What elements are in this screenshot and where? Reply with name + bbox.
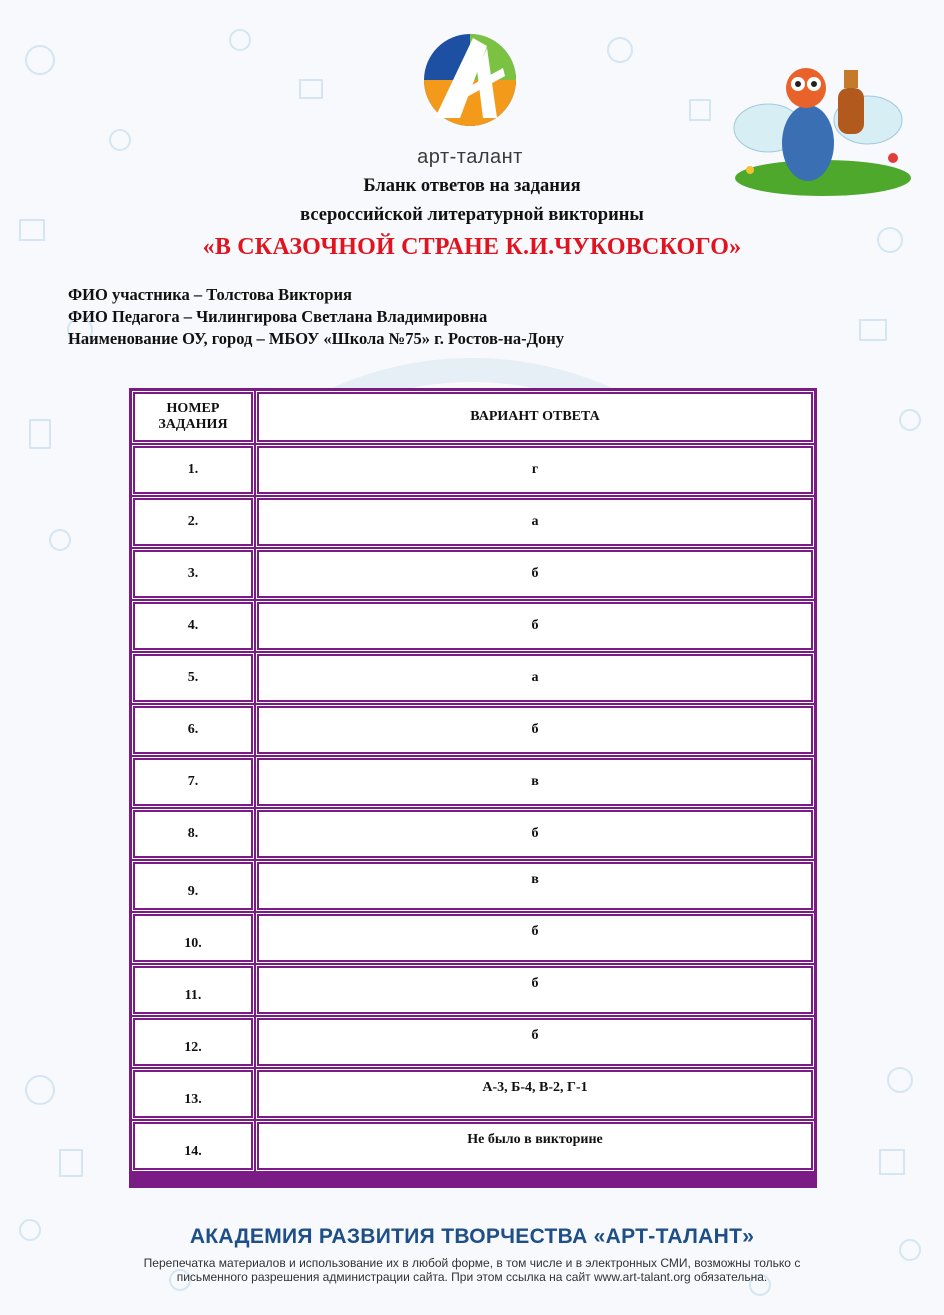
- header-task-number: [133, 392, 253, 442]
- logo-text: арт-талант: [417, 146, 523, 168]
- school-name: Наименование ОУ, город – МБОУ «Школа №75» г. Ростов-на-Дону: [68, 329, 564, 348]
- table-row: [133, 498, 813, 546]
- footer-note-line1: Перепечатка материалов и использование их в любой форме, в том числе и в электронных СМИ, возможны только с: [143, 1256, 801, 1270]
- table-row: [133, 1018, 813, 1066]
- answer-cell: г: [257, 446, 813, 494]
- table-row: [133, 758, 813, 806]
- task-number-cell: 8.: [133, 810, 253, 858]
- answer-cell: а: [257, 654, 813, 702]
- task-number-cell: 12.: [133, 1018, 253, 1066]
- table-row: [133, 966, 813, 1014]
- task-number-cell: 2.: [133, 498, 253, 546]
- table-row: [133, 706, 813, 754]
- answer-cell: б: [257, 966, 813, 1014]
- answer-cell: б: [257, 810, 813, 858]
- table-row: [133, 550, 813, 598]
- task-number-cell: 10.: [133, 914, 253, 962]
- art-talant-logo: [405, 18, 535, 168]
- answer-cell: б: [257, 550, 813, 598]
- participant-info: [68, 284, 564, 350]
- answer-cell: Не было в викторине: [257, 1122, 813, 1170]
- quiz-title: «В СКАЗОЧНОЙ СТРАНЕ К.И.ЧУКОВСКОГО»: [202, 234, 742, 260]
- task-number-cell: 14.: [133, 1122, 253, 1170]
- table-row: [133, 446, 813, 494]
- answer-cell: б: [257, 706, 813, 754]
- task-number-cell: 9.: [133, 862, 253, 910]
- header-answer-option: ВАРИАНТ ОТВЕТА: [257, 392, 813, 442]
- task-number-cell: 13.: [133, 1070, 253, 1118]
- table-row: [133, 810, 813, 858]
- answer-cell: б: [257, 1018, 813, 1066]
- answer-table: [129, 388, 817, 1188]
- footer-note-line2: письменного разрешения администрации сайта. При этом ссылка на сайт www.art-talant.org обязательна.: [176, 1270, 768, 1284]
- footer-copyright-note: [80, 1256, 864, 1284]
- table-row: [133, 1070, 813, 1118]
- answer-cell: А-3, Б-4, В-2, Г-1: [257, 1070, 813, 1118]
- footer-academy-title: АКАДЕМИЯ РАЗВИТИЯ ТВОРЧЕСТВА «АРТ-ТАЛАНТ»: [189, 1225, 755, 1248]
- table-row: [133, 914, 813, 962]
- task-number-cell: 5.: [133, 654, 253, 702]
- document-title-line1: Бланк ответов на задания: [363, 176, 581, 196]
- table-row: [133, 602, 813, 650]
- answer-cell: б: [257, 602, 813, 650]
- answer-cell: б: [257, 914, 813, 962]
- answer-cell: а: [257, 498, 813, 546]
- header-task-number-line1: НОМЕР: [166, 401, 220, 416]
- document-title-line2: всероссийской литературной викторины: [300, 205, 644, 225]
- header-task-number-line2: ЗАДАНИЯ: [158, 417, 228, 432]
- table-row: [133, 1122, 813, 1170]
- teacher-name: ФИО Педагога – Чилингирова Светлана Владимировна: [68, 307, 488, 326]
- answer-cell: в: [257, 862, 813, 910]
- task-number-cell: 11.: [133, 966, 253, 1014]
- task-number-cell: 7.: [133, 758, 253, 806]
- table-header-row: [133, 392, 813, 442]
- answer-cell: в: [257, 758, 813, 806]
- task-number-cell: 1.: [133, 446, 253, 494]
- table-row: [133, 862, 813, 910]
- table-row: [133, 654, 813, 702]
- task-number-cell: 6.: [133, 706, 253, 754]
- task-number-cell: 3.: [133, 550, 253, 598]
- task-number-cell: 4.: [133, 602, 253, 650]
- participant-name: ФИО участника – Толстова Виктория: [68, 285, 352, 304]
- logo-emblem-icon: [405, 18, 535, 143]
